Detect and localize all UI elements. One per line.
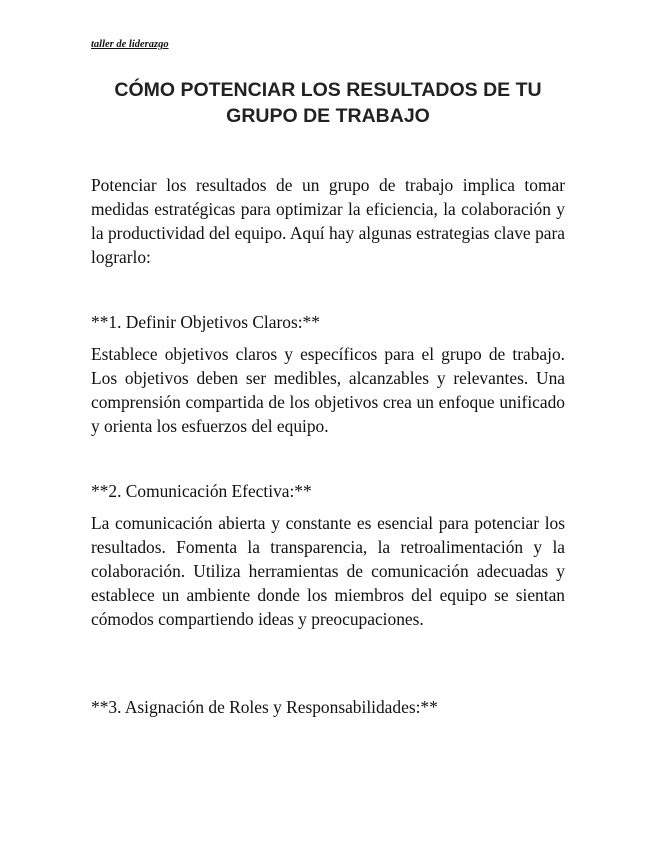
section-heading-1: **1. Definir Objetivos Claros:** <box>91 312 320 332</box>
section-body-2: La comunicación abierta y constante es esencial para potenciar los resultados. Fomenta la transparencia, la retroalimentación y la colaboración. Utiliza herramientas de comunicación adecuadas y establece un ambiente donde los miembros del equipo se sientan cómodos compartiendo ideas y preocupaciones. <box>91 513 565 629</box>
section-heading-3: **3. Asignación de Roles y Responsabilidades:** <box>91 697 438 717</box>
intro-paragraph: Potenciar los resultados de un grupo de trabajo implica tomar medidas estratégicas para optimizar la eficiencia, la colaboración y la productividad del equipo. Aquí hay algunas estrategias clave para lograrlo: <box>91 175 565 267</box>
section-heading-2: **2. Comunicación Efectiva:** <box>91 481 312 501</box>
page-title: CÓMO POTENCIAR LOS RESULTADOS DE TU GRUPO DE TRABAJO <box>114 79 542 127</box>
header-label: taller de liderazgo <box>91 39 169 50</box>
section-body-1: Establece objetivos claros y específicos para el grupo de trabajo. Los objetivos deben ser medibles, alcanzables y relevantes. Una comprensión compartida de los objetivos crea un enfoque unificado y orienta los esfuerzos del equipo. <box>91 344 565 436</box>
